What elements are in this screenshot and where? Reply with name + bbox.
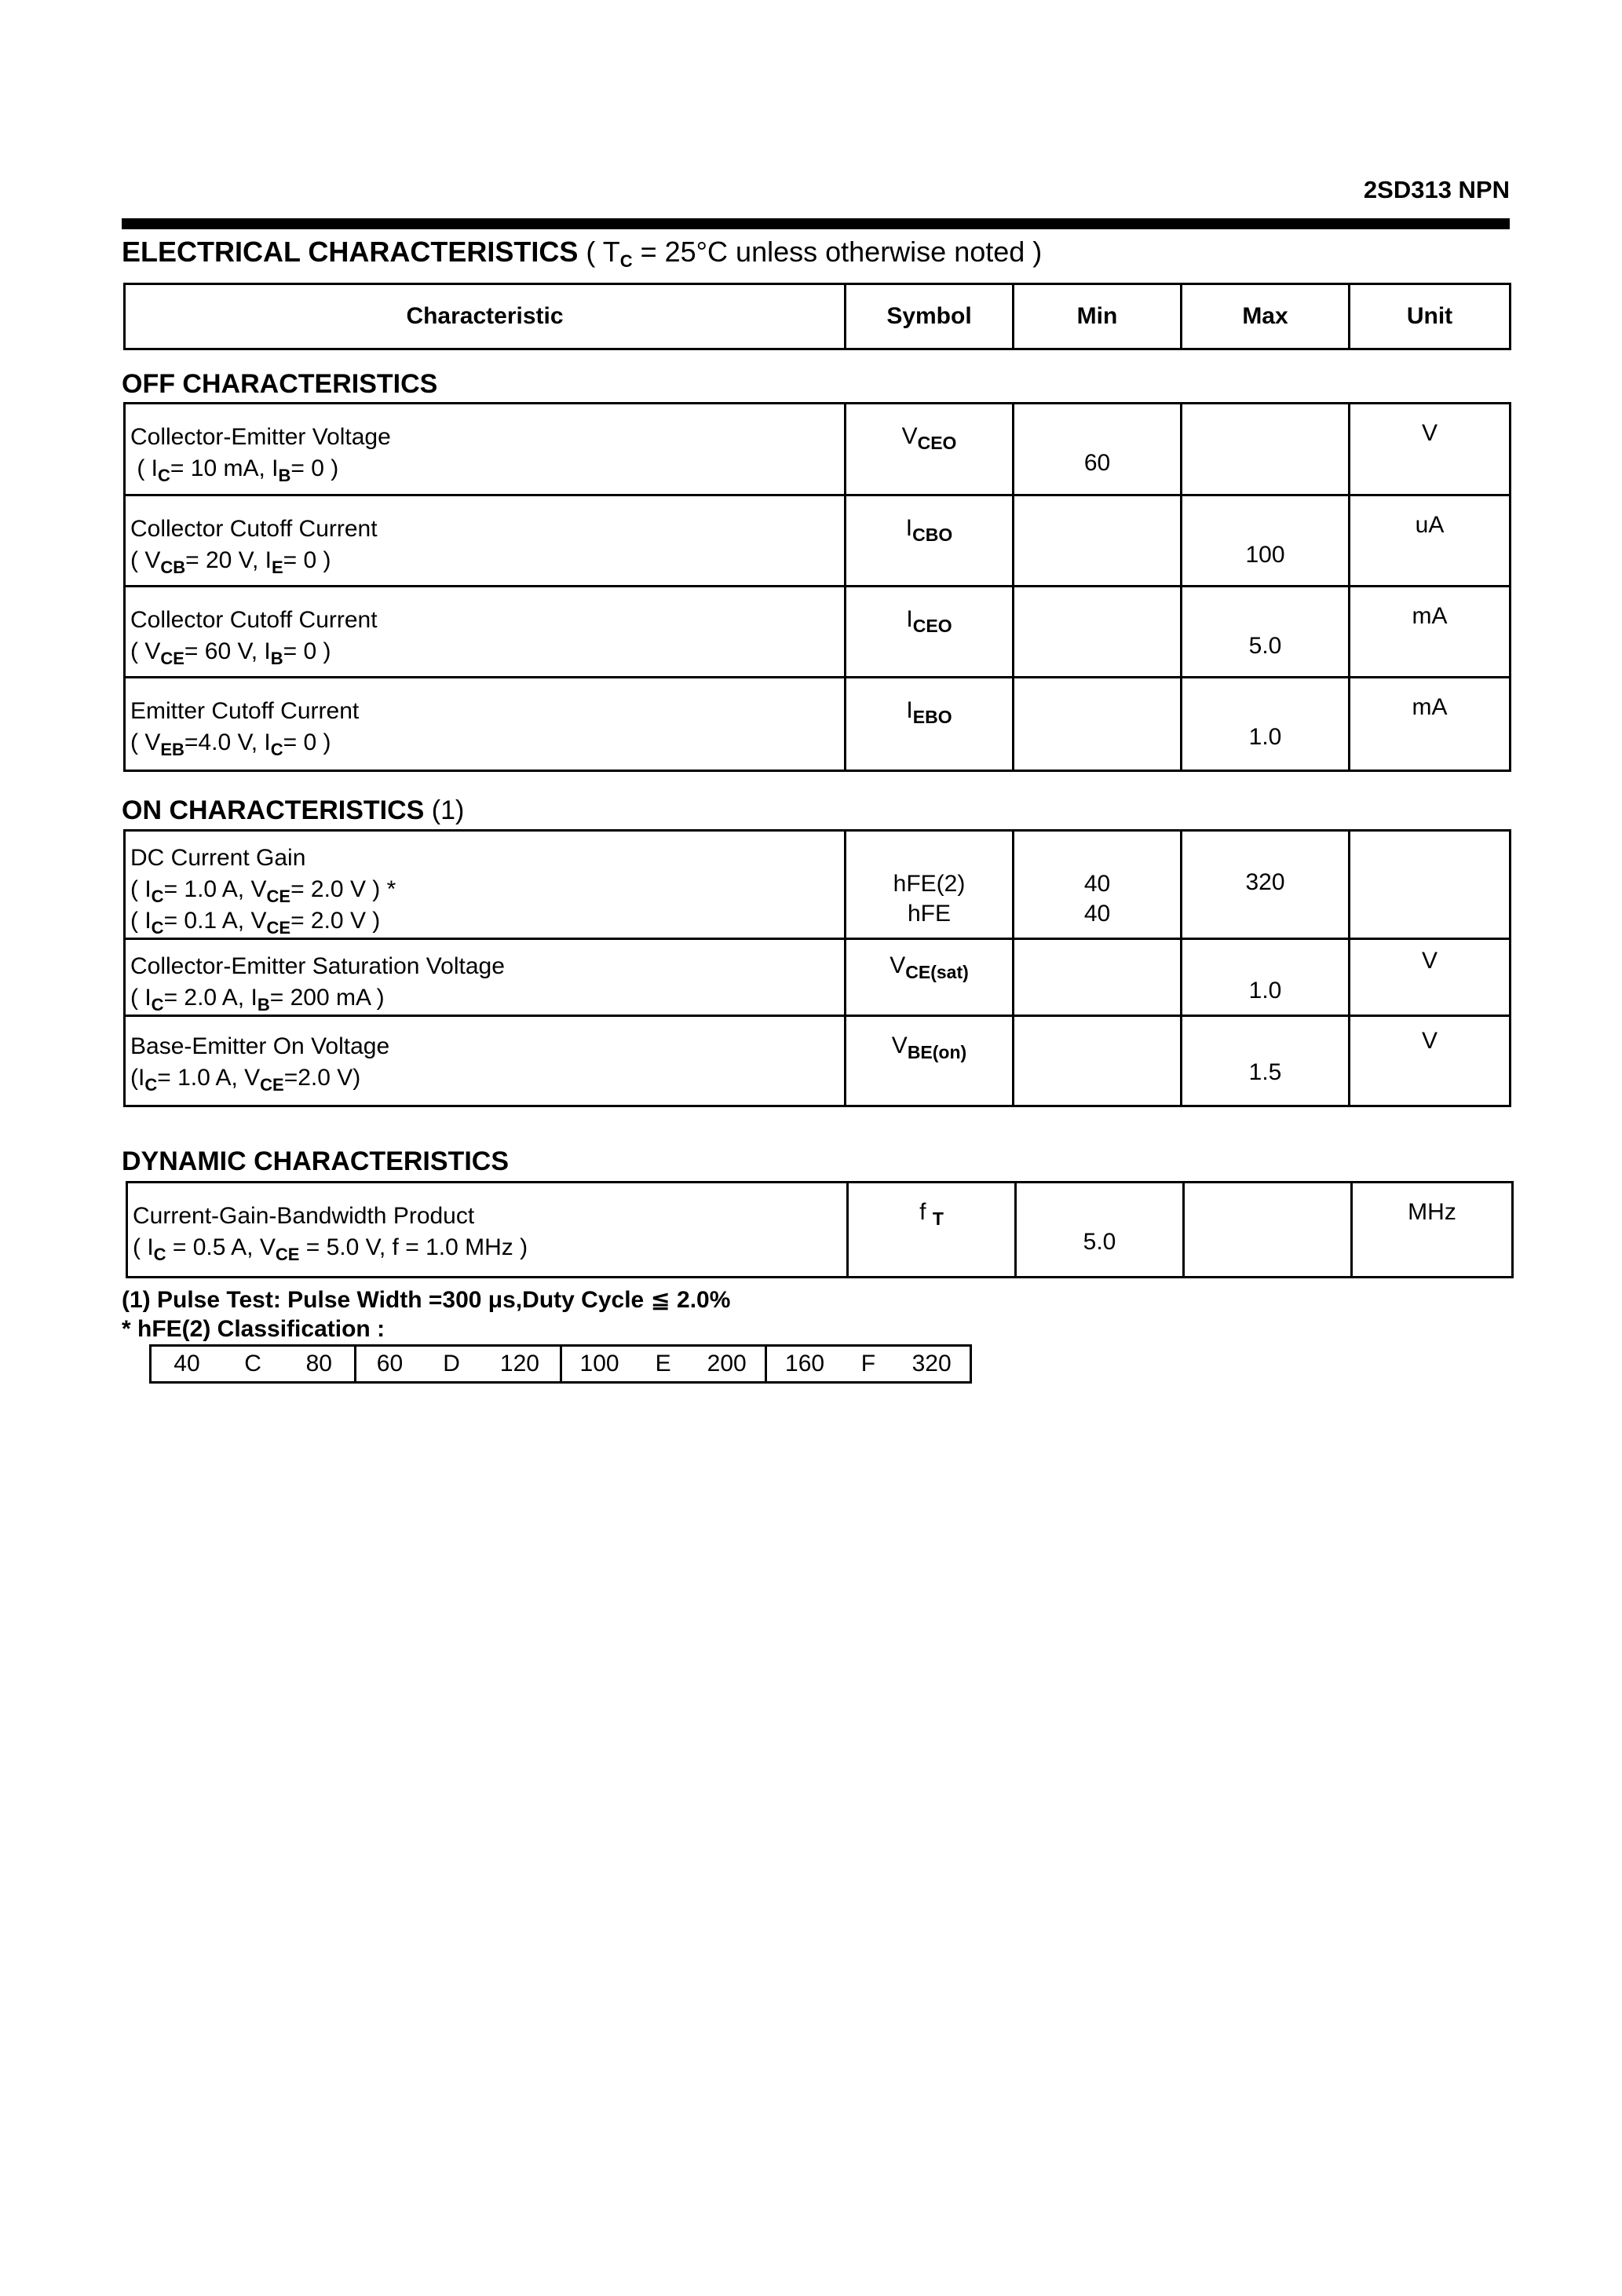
- part-number: 2SD313 NPN: [1363, 176, 1510, 203]
- off-table: [123, 402, 1511, 772]
- table-row: Collector Cutoff Current ( $V_{CB}= 20$ V, $I_E= 0$ ) $I_{CBO}$ 100 uA: [126, 496, 1509, 587]
- col-symbol: Symbol: [846, 285, 1014, 348]
- page-title: [122, 236, 1042, 269]
- table-header: [123, 283, 1511, 350]
- classification-group: 40 C 80: [152, 1347, 356, 1381]
- col-unit: Unit: [1406, 303, 1453, 329]
- col-max: Max: [1182, 285, 1350, 348]
- title-text: ELECTRICAL CHARACTERISTICS: [122, 236, 579, 268]
- dynamic-section-title: DYNAMIC CHARACTERISTICS: [122, 1146, 509, 1176]
- classification-note: * hFE(2) Classification :: [122, 1316, 385, 1342]
- off-section-title: OFF CHARACTERISTICS: [122, 369, 438, 399]
- table-row: DC Current Gain ( $I_C= 1.0$ A, $V_{CE}= 2.0$ V ) * ( $I_C= 0.1$ A, $V_{CE}= 2.0$ V ) hFE(2) hFE 40 40 320: [126, 832, 1509, 940]
- on-section-title: ON CHARACTERISTICS (1): [122, 795, 465, 825]
- hfe-classification-table: [149, 1344, 972, 1384]
- classification-group: 160 F 320: [785, 1351, 952, 1377]
- dynamic-table: [126, 1181, 1514, 1278]
- table-row: Current-Gain-Bandwidth Product ( $I_C = 0.5$ A, $V_{CE} = 5.0$ V, f = 1.0 MHz ) f $_T$ 5.0 MHz: [128, 1183, 1511, 1276]
- title-condition: ( $T_C = 25^\circ C$ unless otherwise noted ): [586, 236, 1043, 271]
- pulse-test-note: (1) Pulse Test: Pulse Width =300 μs,Duty Cycle ≦ 2.0%: [122, 1287, 731, 1313]
- col-min: Min: [1014, 285, 1182, 348]
- table-row: Collector-Emitter Voltage ( $I_C= 10$ mA, $I_B= 0$ ) $V_{CEO}$ 60 V: [126, 404, 1509, 496]
- table-row: Collector-Emitter Saturation Voltage ( $I_C= 2.0$ A, $I_B= 200$ mA ) $V_{CE(sat)}$ 1.0 V: [126, 940, 1509, 1017]
- classification-group: 100 E 200: [562, 1347, 767, 1381]
- header-rule: [122, 218, 1510, 229]
- on-table: [123, 829, 1511, 1107]
- col-characteristic: Characteristic: [126, 285, 846, 348]
- classification-group: 60 D 120: [356, 1347, 561, 1381]
- table-row: Collector Cutoff Current ( $V_{CE}= 60$ V, $I_B= 0$ ) $I_{CEO}$ 5.0 mA: [126, 587, 1509, 678]
- table-row: Base-Emitter On Voltage ($I_C= 1.0$ A, $V_{CE}=2.0$ V) $V_{BE(on)}$ 1.5 V: [126, 1017, 1509, 1105]
- table-row: Emitter Cutoff Current ( $V_{EB}=4.0$ V, $I_C= 0$ ) $I_{EBO}$ 1.0 mA: [126, 678, 1509, 770]
